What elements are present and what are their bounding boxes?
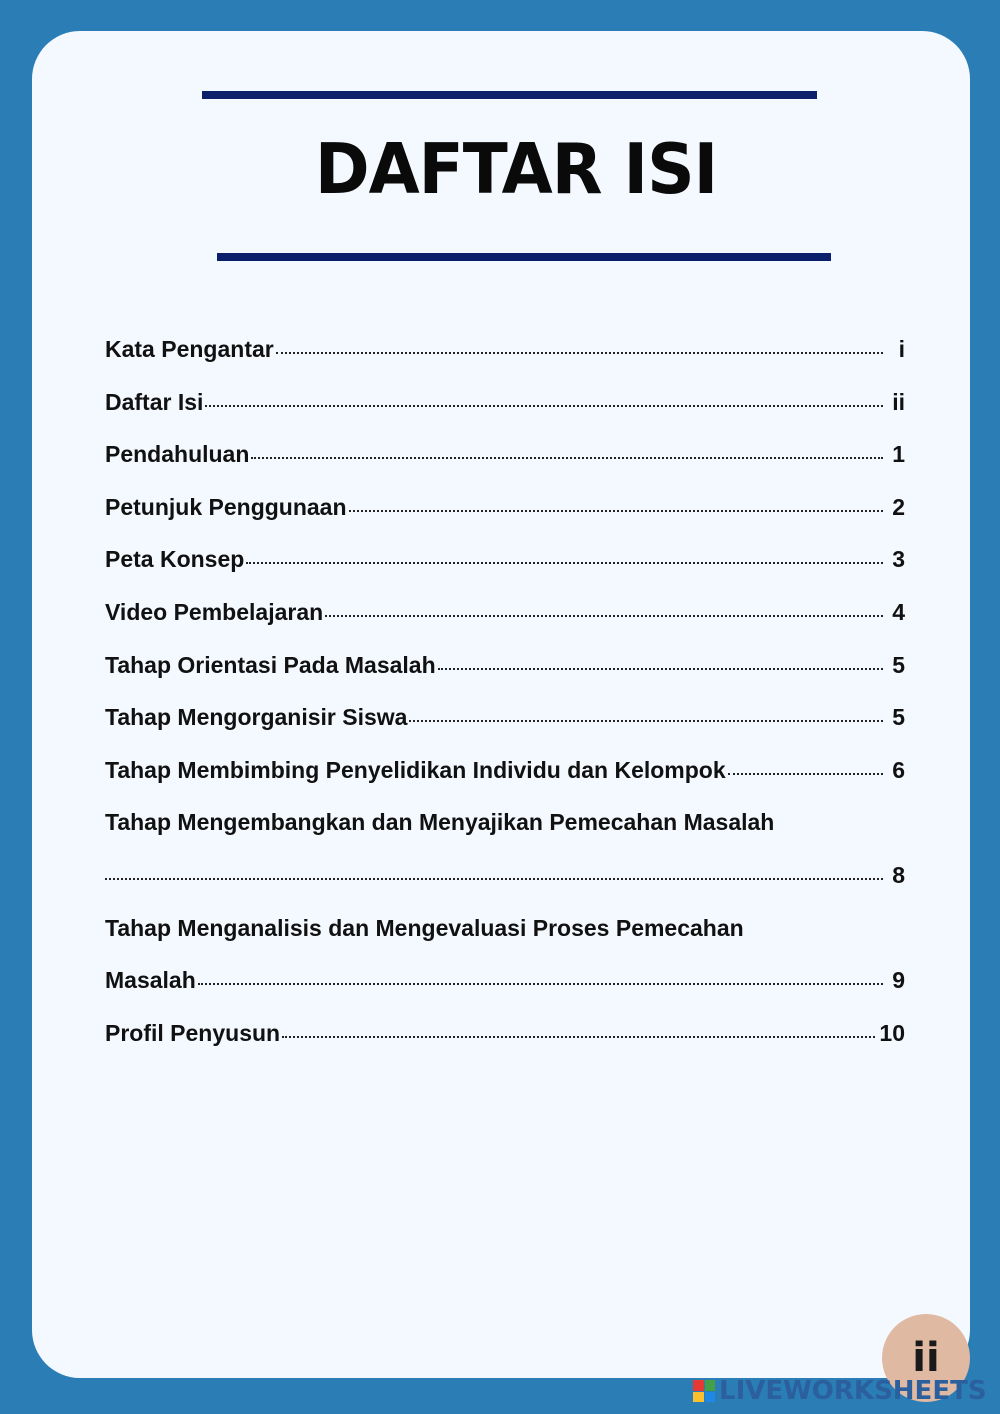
toc-entry-label: Tahap Membimbing Penyelidikan Individu dan Kelompok — [105, 756, 726, 783]
dot-leader — [105, 877, 883, 880]
toc-entry-continuation — [105, 862, 905, 915]
toc-entry — [105, 1020, 905, 1073]
toc-entry-label: Peta Konsep — [105, 546, 245, 573]
toc-entry — [105, 652, 905, 705]
dot-leader — [409, 719, 883, 722]
dot-leader — [276, 351, 883, 354]
toc-entry-label: Pendahuluan — [105, 441, 250, 468]
toc-entry — [105, 389, 905, 442]
dot-leader — [246, 561, 883, 564]
toc-entry-page: 8 — [892, 861, 905, 888]
toc-entry-label: Daftar Isi — [105, 388, 204, 415]
dot-leader — [198, 982, 883, 985]
table-of-contents — [105, 336, 905, 1072]
toc-entry-label: Tahap Menganalisis dan Mengevaluasi Proses Pemecahan — [105, 914, 744, 941]
toc-entry — [105, 757, 905, 810]
toc-entry-label: Video Pembelajaran — [105, 598, 324, 625]
toc-entry-page: 3 — [892, 546, 905, 573]
toc-entry — [105, 809, 905, 862]
page-sheet — [32, 31, 970, 1378]
toc-entry-label: Tahap Orientasi Pada Masalah — [105, 651, 436, 678]
toc-entry-label: Masalah — [105, 967, 196, 994]
dot-leader — [325, 614, 883, 617]
toc-entry-label: Profil Penyusun — [105, 1019, 281, 1046]
liveworksheets-logo-icon — [693, 1380, 715, 1402]
page-number-badge: ii — [882, 1314, 970, 1402]
toc-entry — [105, 336, 905, 389]
toc-entry-page: ii — [892, 388, 905, 415]
dot-leader — [205, 404, 883, 407]
toc-entry — [105, 915, 905, 968]
toc-entry-page: 5 — [892, 704, 905, 731]
toc-entry-page: 9 — [892, 967, 905, 994]
toc-entry-continuation — [105, 967, 905, 1020]
toc-entry — [105, 704, 905, 757]
toc-entry — [105, 599, 905, 652]
toc-entry-label: Tahap Mengembangkan dan Menyajikan Pemecahan Masalah — [105, 809, 775, 836]
toc-entry-label: Tahap Mengorganisir Siswa — [105, 704, 408, 731]
toc-entry-page: i — [898, 336, 905, 362]
liveworksheets-brand[interactable] — [693, 1377, 987, 1405]
toc-entry-page: 6 — [892, 756, 905, 783]
toc-entry — [105, 494, 905, 547]
dot-leader — [282, 1035, 875, 1038]
toc-entry-page: 1 — [892, 441, 905, 468]
toc-entry-page: 4 — [892, 598, 905, 625]
toc-entry-page: 5 — [892, 651, 905, 678]
toc-entry-label: Petunjuk Penggunaan — [105, 493, 347, 520]
toc-entry-label: Kata Pengantar — [105, 336, 274, 362]
dot-leader — [728, 772, 883, 775]
page-title: DAFTAR ISI — [314, 129, 718, 210]
brand-name: LIVEWORKSHEETS — [719, 1376, 987, 1406]
toc-entry-page: 2 — [892, 493, 905, 520]
toc-entry — [105, 441, 905, 494]
title-rule-top — [202, 91, 817, 99]
title-rule-bottom — [217, 253, 831, 261]
dot-leader — [349, 509, 883, 512]
dot-leader — [438, 667, 883, 670]
toc-entry-page: 10 — [879, 1019, 905, 1046]
toc-entry — [105, 546, 905, 599]
dot-leader — [251, 456, 883, 459]
